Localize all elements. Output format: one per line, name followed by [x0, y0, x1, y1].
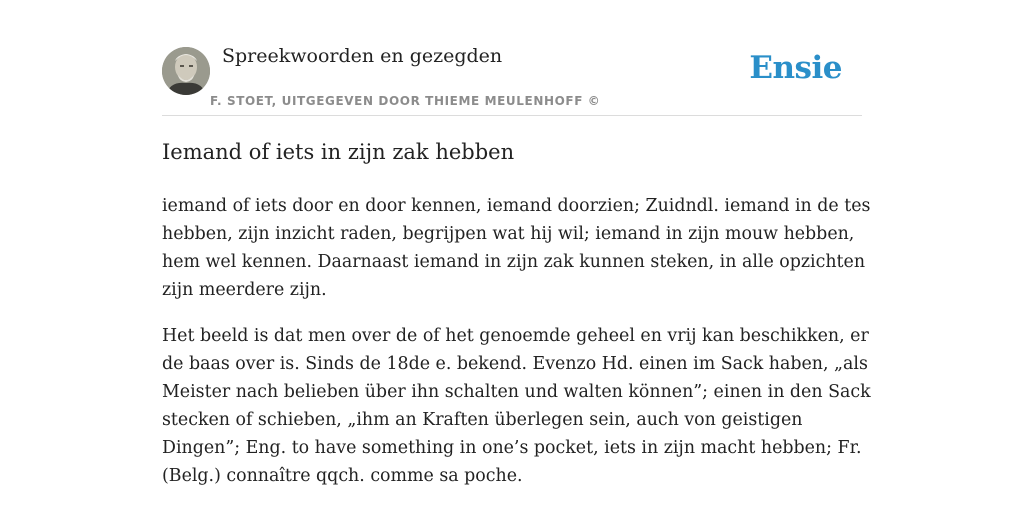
source-title[interactable]: Spreekwoorden en gezegden [222, 45, 503, 67]
entry-paragraph-definition: iemand of iets door en door kennen, iemand doorzien; Zuidndl. iemand in de tes hebben, zijn inzicht raden, begrijpen wat hij wil; iemand in zijn mouw hebben, hem wel kennen. Daarnaast iemand in zijn zak kunnen steken, in alle opzichten zijn meerdere zijn. [162, 196, 871, 300]
entry-content [162, 192, 872, 508]
author-portrait-icon [162, 47, 210, 95]
source-header [162, 40, 862, 116]
entry-title: Iemand of iets in zijn zak hebben [162, 140, 515, 164]
ensie-logo[interactable]: Ensie [749, 50, 842, 86]
source-credit: F. STOET, UITGEGEVEN DOOR THIEME MEULENHOFF © [210, 94, 601, 108]
entry-paragraph-explanation: Het beeld is dat men over de of het genoemde geheel en vrij kan beschikken, er de baas over is. Sinds de 18de e. bekend. Evenzo Hd. einen im Sack haben, „als Meister nach belieben über ihn schalten und walten können”; einen in den Sack stecken of schieben, „ihm an Kraften überlegen sein, auch von geistigen Dingen”; Eng. to have something in one’s pocket, iets in zijn macht hebben; Fr. (Belg.) connaître qqch. comme sa poche. [162, 326, 871, 486]
author-avatar[interactable] [162, 47, 210, 95]
